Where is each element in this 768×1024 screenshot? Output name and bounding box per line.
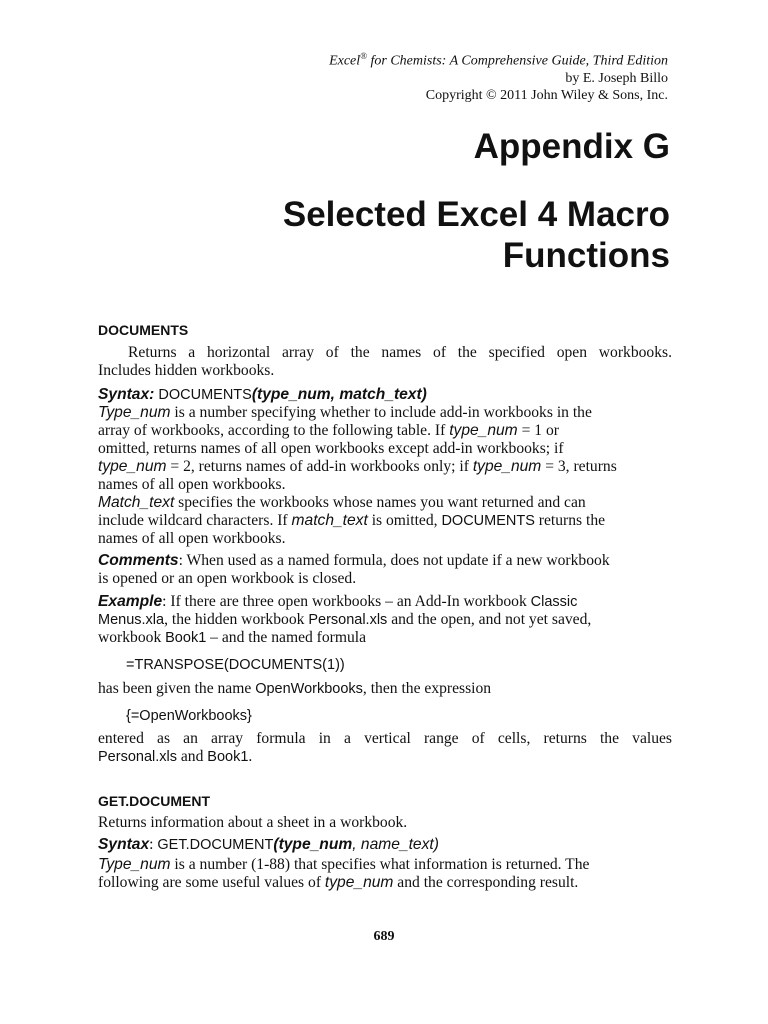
get-document-type-num-desc: Type_num is a number (1-88) that specifies what information is returned. The following are some useful values of type_num and the corresponding result.: [98, 856, 590, 891]
section-heading-get-document: GET.DOCUMENT: [98, 793, 210, 809]
chapter-title-line1: Selected Excel 4 Macro: [282, 195, 670, 234]
documents-comments: Comments: When used as a named formula, does not update if a new workbook is opened or an open workbook is closed.: [98, 552, 610, 587]
get-document-intro: Returns information about a sheet in a workbook.: [98, 814, 408, 831]
formula-transpose: =TRANSPOSE(DOCUMENTS(1)): [126, 657, 345, 673]
documents-result: entered as an array formula in a vertical range of cells, returns the values Personal.xls and Book1.: [98, 730, 672, 765]
documents-intro: Returns a horizontal array of the names of the specified open workbooks. Includes hidden workbooks.: [98, 344, 672, 379]
documents-type-num-desc: Type_num is a number specifying whether to include add-in workbooks in the array of workbooks, according to the following table. If type_num = 1 or omitted, returns names of all open workbooks except add-in workbooks; if type_num = 2, returns names of add-in workbooks only; if type_num = 3, returns names of all open workbooks.: [98, 404, 617, 493]
documents-given-name: has been given the name OpenWorkbooks, then the expression: [98, 680, 492, 697]
get-document-syntax: Syntax: GET.DOCUMENT(type_num, name_text): [98, 836, 439, 853]
formula-open-workbooks: {=OpenWorkbooks}: [126, 708, 252, 724]
documents-match-text-desc: Match_text specifies the workbooks whose names you want returned and can include wildcard characters. If match_text is omitted, DOCUMENTS returns the names of all open workbooks.: [98, 494, 606, 547]
running-header: [329, 48, 668, 104]
copyright-line: Copyright © 2011 John Wiley & Sons, Inc.: [425, 87, 668, 103]
documents-example: Example: If there are three open workbooks – an Add-In workbook Classic Menus.xla, the hidden workbook Personal.xls and the open, and not yet saved, workbook Book1 – and the named formula: [98, 593, 592, 646]
appendix-title: Appendix G: [473, 127, 670, 166]
documents-syntax: Syntax: DOCUMENTS(type_num, match_text): [98, 386, 427, 403]
chapter-title-line2: Functions: [502, 236, 670, 275]
book-title: Excel® for Chemists: A Comprehensive Guide, Third Edition: [329, 51, 668, 69]
section-heading-documents: DOCUMENTS: [98, 322, 189, 338]
page-number: 689: [373, 929, 395, 944]
author-line: by E. Joseph Billo: [565, 70, 668, 86]
